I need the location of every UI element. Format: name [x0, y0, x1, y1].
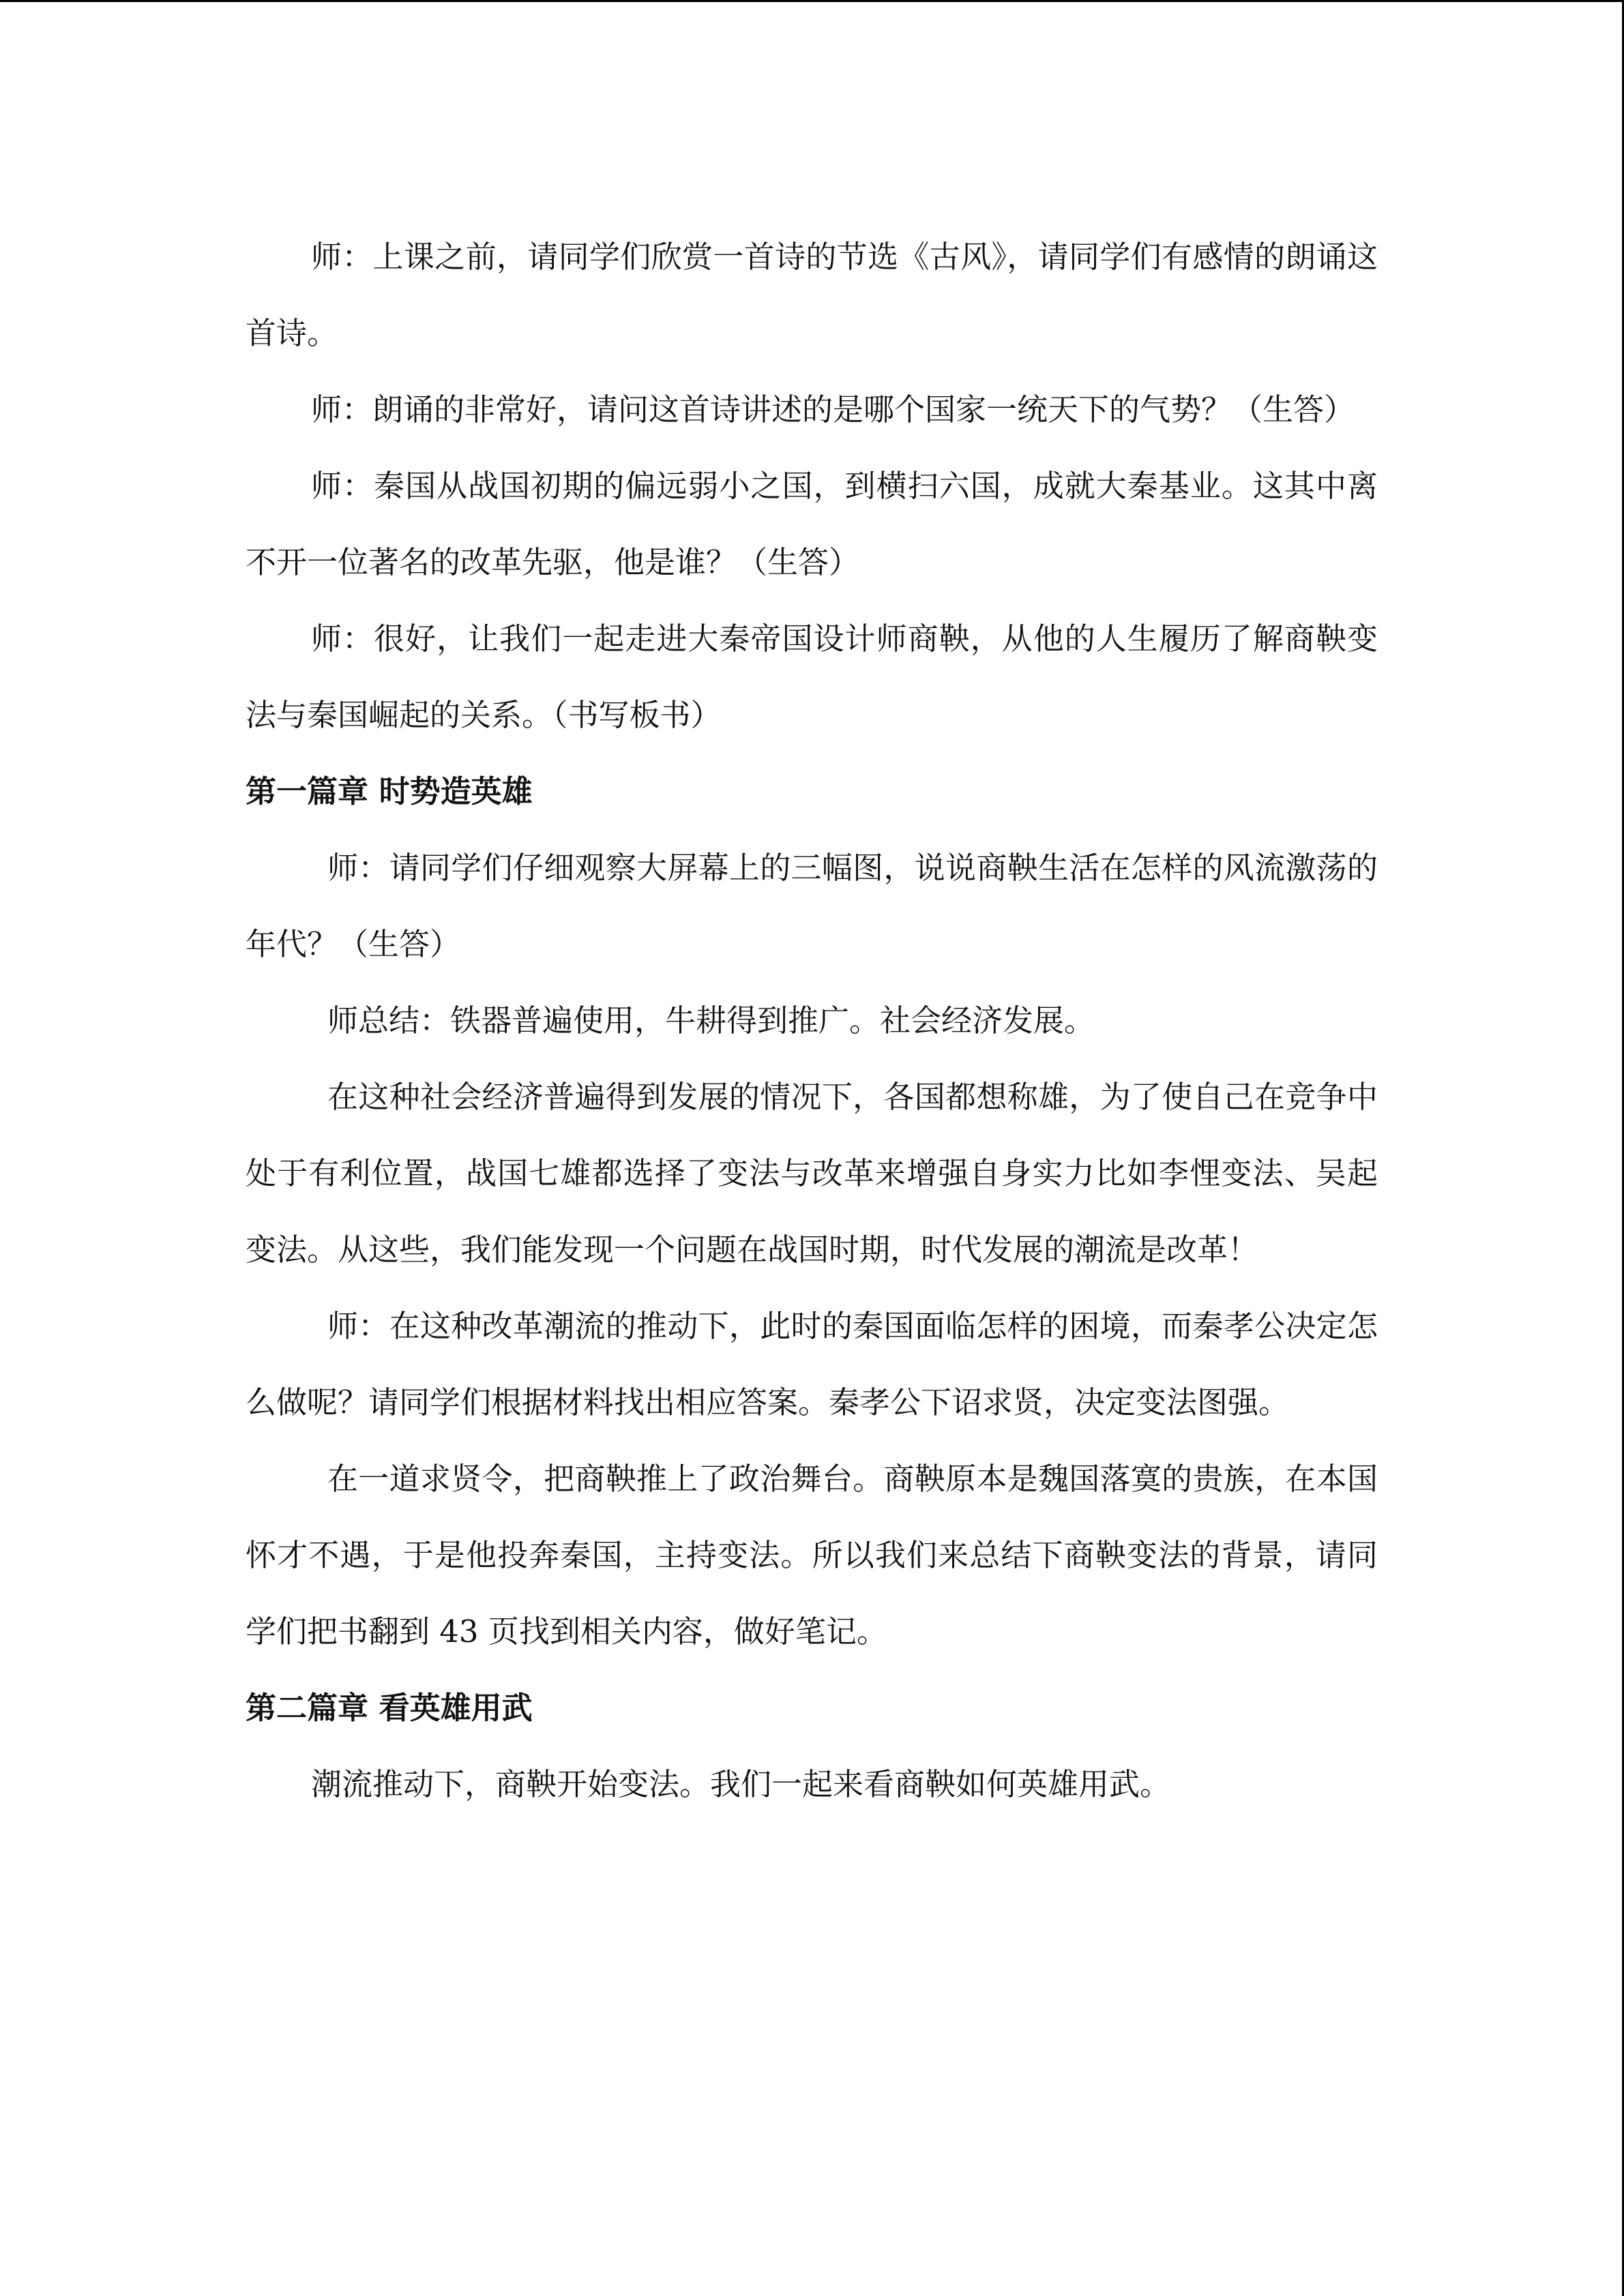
paragraph-intro-poem: 师：上课之前，请同学们欣赏一首诗的节选《古风》，请同学们有感情的朗诵这首诗。: [246, 239, 1378, 351]
paragraph-observe-pictures: 师：请同学们仔细观察大屏幕上的三幅图，说说商鞅生活在怎样的风流激荡的年代？（生答）: [246, 850, 1378, 962]
document-body: [246, 219, 1378, 1823]
section-heading-1: 第一篇章 时势造英雄: [246, 773, 533, 809]
paragraph-reform-trend: 在这种社会经济普遍得到发展的情况下，各国都想称雄，为了使自己在竞争中处于有利位置，战国七雄都选择了变法与改革来增强自身实力比如李悝变法、吴起变法。从这些，我们能发现一个问题在战国时期，时代发展的潮流是改革！: [246, 1079, 1378, 1268]
paragraph-which-state: 师：朗诵的非常好，请问这首诗讲述的是哪个国家一统天下的气势？（生答）: [311, 391, 1355, 428]
paragraph-shang-yang-intro: 师：很好，让我们一起走进大秦帝国设计师商鞅，从他的人生履历了解商鞅变法与秦国崛起的关系。（书写板书）: [246, 621, 1378, 733]
paragraph-qin-dilemma: 师：在这种改革潮流的推动下，此时的秦国面临怎样的困境，而秦孝公决定怎么做呢？请同学们根据材料找出相应答案。秦孝公下诏求贤，决定变法图强。: [246, 1308, 1378, 1420]
paragraph-reform-pioneer: 师：秦国从战国初期的偏远弱小之国，到横扫六国，成就大秦基业。这其中离不开一位著名的改革先驱，他是谁？（生答）: [246, 468, 1378, 580]
paragraph-reform-begins: 潮流推动下，商鞅开始变法。我们一起来看商鞅如何英雄用武。: [311, 1766, 1171, 1802]
paragraph-background-notes: 在一道求贤令，把商鞅推上了政治舞台。商鞅原本是魏国落寞的贵族，在本国怀才不遇，于是他投奔秦国，主持变法。所以我们来总结下商鞅变法的背景，请同学们把书翻到 43 页找到相关内容，做好笔记。: [246, 1461, 1378, 1650]
paragraph-teacher-summary: 师总结：铁器普遍使用，牛耕得到推广。社会经济发展。: [327, 1002, 1095, 1039]
section-heading-2: 第二篇章 看英雄用武: [246, 1690, 533, 1726]
